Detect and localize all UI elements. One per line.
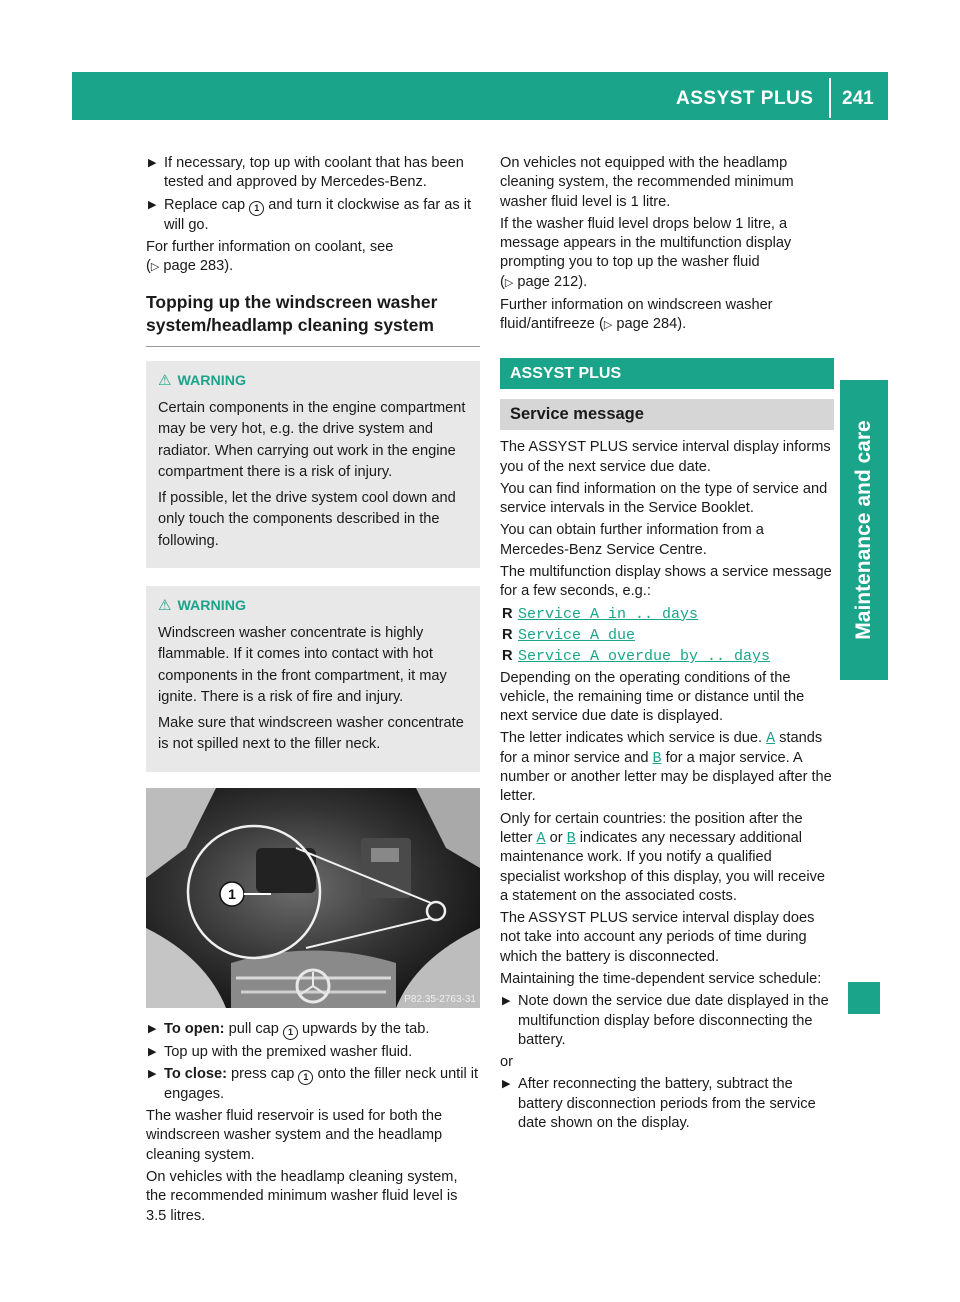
arrow-icon: ▶ xyxy=(148,1067,157,1080)
page-link[interactable]: page 284). xyxy=(616,316,687,333)
warning-icon: ⚠ xyxy=(158,597,172,615)
step-item: ▶ Top up with the premixed washer fluid. xyxy=(146,1043,480,1062)
list-item xyxy=(500,647,834,666)
arrow-icon: ▶ xyxy=(148,157,157,169)
section-heading: Topping up the windscreen washer system/headlamp cleaning system xyxy=(146,292,438,336)
left-column xyxy=(146,154,480,1229)
paragraph: The washer fluid reservoir is used for both the windscreen washer system and the headlamp cleaning system. xyxy=(146,1108,443,1163)
section-bar: ASSYST PLUS xyxy=(500,358,834,389)
page-ref-icon: ▷ xyxy=(504,276,514,289)
side-marker xyxy=(848,982,880,1014)
arrow-icon: ▶ xyxy=(148,1045,157,1058)
page-link[interactable]: page 283). xyxy=(163,258,234,275)
arrow-icon: ▶ xyxy=(148,198,157,211)
paragraph: For further information on coolant, see (▷ page 283). xyxy=(146,238,394,275)
bullet-icon: R xyxy=(502,626,513,643)
paragraph: On vehicles not equipped with the headlamp cleaning system, the recommended minimum washer fluid level is 1 litre. xyxy=(500,155,794,210)
step-item: ▶ Note down the service due date displayed in the multifunction display before disconnecting the battery. xyxy=(502,993,829,1048)
display-message: Service A overdue by .. days xyxy=(518,648,771,666)
paragraph: You can obtain further information from a Mercedes-Benz Service Centre. xyxy=(500,522,764,558)
paragraph: The ASSYST PLUS service interval display does not take into account any periods of time during which the battery is disconnected. xyxy=(500,910,815,965)
callout-1-icon: 1 xyxy=(249,201,264,216)
paragraph: The multifunction display shows a service message for a few seconds, e.g.: xyxy=(500,564,832,600)
callout-1-icon: 1 xyxy=(283,1025,298,1040)
step-item: ▶ To open: pull cap 1 upwards by the tab. xyxy=(146,1020,480,1040)
arrow-icon: ▶ xyxy=(502,1078,511,1091)
warning-box: ⚠ WARNING Certain components in the engine compartment may be very hot, e.g. the drive system and radiator. When carrying out work in the engine compartment there is a risk of injury. If possible, let the drive system cool down and only touch the components described in the following. xyxy=(146,361,480,568)
photo-callout: 1 xyxy=(228,885,236,902)
list-item xyxy=(500,626,834,645)
bullet-icon: R xyxy=(502,648,513,665)
step-item: ▶ To close: press cap 1 onto the filler neck until it engages. xyxy=(148,1065,479,1102)
page-link[interactable]: page 212). xyxy=(517,273,588,290)
heading-rule xyxy=(146,346,480,347)
paragraph: or xyxy=(500,1054,513,1071)
right-column xyxy=(500,154,834,1136)
paragraph: The letter indicates which service is due. A stands for a minor service and B for a major service. A number or another letter may be displayed after the letter. xyxy=(500,730,832,805)
list-item xyxy=(500,605,834,624)
paragraph: Further information on windscreen washer fluid/antifreeze (▷ page 284). xyxy=(500,297,773,333)
step-item: ▶ After reconnecting the battery, subtract the battery disconnection periods from the service date shown on the display. xyxy=(502,1076,816,1132)
service-letter-a: A xyxy=(536,829,546,847)
display-message: Service A in .. days xyxy=(518,605,699,623)
display-message: Service A due xyxy=(518,626,636,644)
paragraph: The ASSYST PLUS service interval display informs you of the next service due date. xyxy=(500,439,831,475)
step-item: ▶ Replace cap 1 and turn it clockwise as far as it will go. xyxy=(148,196,472,233)
section-title: ASSYST PLUS xyxy=(676,88,814,109)
service-letter-a: A xyxy=(766,730,776,748)
arrow-icon: ▶ xyxy=(502,995,511,1008)
step-item: ▶ If necessary, top up with coolant that has been tested and approved by Mercedes-Benz. xyxy=(148,155,464,191)
page-number: 241 xyxy=(842,88,874,109)
paragraph: Maintaining the time-dependent service schedule: xyxy=(500,970,822,987)
page-ref-icon: ▷ xyxy=(603,319,613,332)
service-letter-b: B xyxy=(566,829,576,847)
subsection-bar: Service message xyxy=(500,399,834,430)
page-ref-icon: ▷ xyxy=(150,261,160,274)
service-letter-b: B xyxy=(652,749,662,767)
warning-icon: ⚠ xyxy=(158,372,172,390)
engine-compartment-photo xyxy=(146,788,480,1008)
paragraph: You can find information on the type of service and service intervals in the Service Booklet. xyxy=(500,480,828,517)
warning-box: ⚠ WARNING Windscreen washer concentrate is highly flammable. If it comes into contact with hot components in the front compartment, it may ignite. There is a risk of fire and injury. Make sure that windscreen washer concentrate is not spilled next to the filler neck. xyxy=(146,586,480,771)
paragraph: Only for certain countries: the position after the letter A or B indicates any necessary additional maintenance work. If you notify a qualified specialist workshop of this display, you will receive a statement on the associated costs. xyxy=(500,810,825,904)
callout-1-icon: 1 xyxy=(298,1070,313,1085)
header-divider xyxy=(829,78,831,118)
bullet-icon: R xyxy=(502,605,513,622)
arrow-icon: ▶ xyxy=(148,1022,157,1035)
photo-code: P82.35-2763-31 xyxy=(404,993,476,1005)
paragraph: Depending on the operating conditions of the vehicle, the remaining time or distance until the next service due date is displayed. xyxy=(500,669,805,725)
paragraph: If the washer fluid level drops below 1 litre, a message appears in the multifunction display prompting you to top up the washer fluid (▷ page 212). xyxy=(500,215,792,290)
side-tab-label: Maintenance and care xyxy=(852,420,875,640)
paragraph: On vehicles with the headlamp cleaning system, the recommended minimum washer fluid level is 3.5 litres. xyxy=(146,1169,458,1224)
